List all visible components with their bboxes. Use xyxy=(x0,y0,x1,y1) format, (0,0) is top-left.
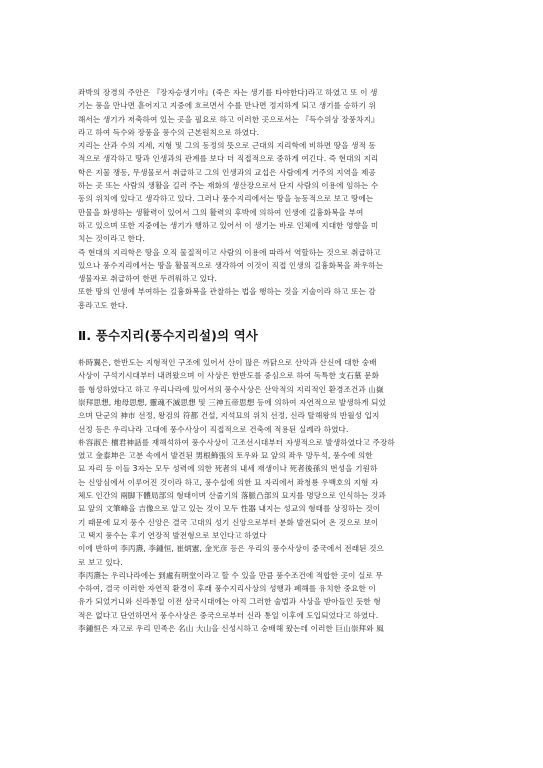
text-line: 지리는 산과 수의 지세, 지형 및 그의 동정의 뜻으로 근대의 지리학에 비하면 땅을 생적 동 xyxy=(78,141,376,151)
text-line: 기 때문에 묘지 풍수 신앙은 결국 고대의 성기 신앙으로부터 분화 발전되어 온 것으로 보이 xyxy=(78,517,379,527)
text-line: 선정 등은 우리나라 고대에 풍수사상이 직접적으로 건축에 적용된 실례라 하였다. xyxy=(78,424,349,434)
text-line: 사상이 구석기시대부터 내려왔으며 이 사상은 한반도를 중심으로 하여 독특한 支石墓 문화 xyxy=(78,371,380,381)
text-line: 고 택지 풍수는 후기 연장적 발전형으로 보인다고 하였다 xyxy=(78,530,267,540)
intro-paragraphs xyxy=(78,86,466,312)
text-line: 동의 위치에 있다고 생각하고 있다. 그러나 풍수지리에서는 땅을 능동적으로 보고 땅에는 xyxy=(78,194,374,204)
text-line: 수하여, 결국 이러한 자연적 환경이 후래 풍수지리사상의 성행과 폐해를 유치한 중요한 이 xyxy=(78,584,376,594)
text-line: 하는 곳 또는 사람의 생활을 길러 주는 재화의 생산장으로서 단지 사람의 이용에 임하는 수 xyxy=(78,181,379,191)
text-line: 적으로 생각하고 땅과 인생과의 관계를 보다 더 직접적으로 중하게 여긴다. 즉 현대의 지리 xyxy=(78,154,379,164)
text-line: 흥라고도 한다. xyxy=(78,300,128,310)
text-line: 적은 없다고 단언하면서 풍수사상은 중국으로부터 신라 통일 이후에 도입되었다고 하였다. xyxy=(78,610,379,620)
text-line: 였고 金泰坤은 고분 속에서 발견된 男根飾張의 토우와 묘 앞의 좌우 망두석, 풍수에 의한 xyxy=(78,451,373,461)
text-line: 李丙燾는 우리나라에는 到處有明堂이라고 할 수 있을 만큼 풍수조건에 적합한 곳이 실로 무 xyxy=(78,570,383,580)
text-line: 좌박의 장경의 주안은 『장자승생기야』(죽은 자는 생기를 타야한다)라고 하였고 또 이 생 xyxy=(78,88,378,97)
text-line: 崇拜思想, 地母思想, 靈魂不滅思想 및 三神五帝思想 등에 의하여 자연적으로 발생하게 되었 xyxy=(78,397,386,407)
text-line: 이에 반하여 李丙燾, 李鍾恒, 崔炳憲, 金光彦 등은 우리의 풍수사상이 중국에서 전래된 것으 xyxy=(78,544,384,554)
text-line: 는 신앙심에서 이루어진 것이라 하고, 풍수설에 의한 묘 자리에서 좌청룡 우백호의 지형 자 xyxy=(78,477,379,487)
text-line: 묘 앞의 文筆峰을 吉像으로 알고 있는 것이 모두 性器 내지는 성교의 형태를 상징하는 것이 xyxy=(78,504,381,514)
text-line: 치는 것이라고 한다. xyxy=(78,234,146,244)
text-line: 즉 현대의 지리학은 땅을 오직 물질적이고 사람의 이용에 따라서 역할하는 것으로 취급하고 xyxy=(78,247,381,257)
section-heading: Ⅱ. 풍수지리(풍수지리설)의 역사 xyxy=(78,328,259,344)
text-line: 생물자로 취급하여 한편 두려워하고 있다. xyxy=(78,274,217,284)
text-line: 학은 지물 쟁동, 무생물로서 취급하고 그의 인생과의 교섭은 사람에게 거주의 지역을 제공 xyxy=(78,167,376,177)
text-line: 만물을 화생하는 생활력이 있어서 그의 활력의 후박에 의하여 인생에 길흉화복을 부여 xyxy=(78,207,364,217)
text-line: 朴容淑은 檀君神話를 재해석하여 풍수사상이 고조선시대부터 자생적으로 발생하였다고 주장하 xyxy=(78,437,395,447)
text-line: 묘 자리 등 이들 3자는 모두 성력에 의한 死者의 내세 재생이나 死者後孫의 번성을 기원하 xyxy=(78,464,378,474)
text-line: 으며 단군의 神市 선정, 왕검의 符都 건설, 지석묘의 위치 선정, 신라 탈해왕의 반월성 입지 xyxy=(78,411,380,421)
text-line: 또한 땅의 인생에 부여하는 길흉화복을 관찰하는 법을 행하는 것을 지술이라 하고 또는 감 xyxy=(78,287,376,297)
text-line: 朴時翼은, 한반도는 지형적인 구조에 있어서 산이 많은 까닭으로 산악과 산신에 대한 숭배 xyxy=(78,358,377,368)
document-page xyxy=(78,86,466,635)
text-line: 하고 있으며 또한 지중에는 생기가 행하고 있어서 이 생기는 바로 인체에 지대한 영향을 미 xyxy=(78,220,379,230)
text-line: 李鍾恒은 자고로 우리 민족은 名山 大山을 신성시하고 숭배해 왔는데 이러한 巨山崇拜와 風 xyxy=(78,623,384,633)
text-line: 를 형성하였다고 하고 우리나라에 있어서의 풍수사상은 산악적의 지리적인 환경조건과 山嶽 xyxy=(78,384,384,394)
text-line: 해서는 생기가 저축하여 있는 곳을 필요로 하고 이러한 곳으로서는 『득수위상 장풍차지』 xyxy=(78,114,379,124)
text-line: 있으나 풍수지리에서는 땅을 활물적으로 생각하여 이것이 직접 인생의 길흉화복을 좌우하는 xyxy=(78,260,384,270)
text-line: 기는 풍을 만나면 흩어지고 지중에 흐르면서 수를 만나면 정지하게 되고 생기를 승하기 위 xyxy=(78,101,376,111)
text-line: 라고 하여 득수와 장풍을 풍수의 근본원칙으로 하였다. xyxy=(78,127,260,137)
text-line: 로 보고 있다. xyxy=(78,557,123,567)
text-line: 유가 되었거니와 신라통일 이전 삼국시대에는 아직 그러한 술법과 사상을 받아들인 듯한 형 xyxy=(78,597,381,607)
history-paragraphs xyxy=(78,356,466,635)
text-line: 체도 인간의 兩脚下體局部의 형태이며 산줄기의 落脈凸部의 묘지를 명당으로 인식하는 것과 xyxy=(78,491,386,501)
